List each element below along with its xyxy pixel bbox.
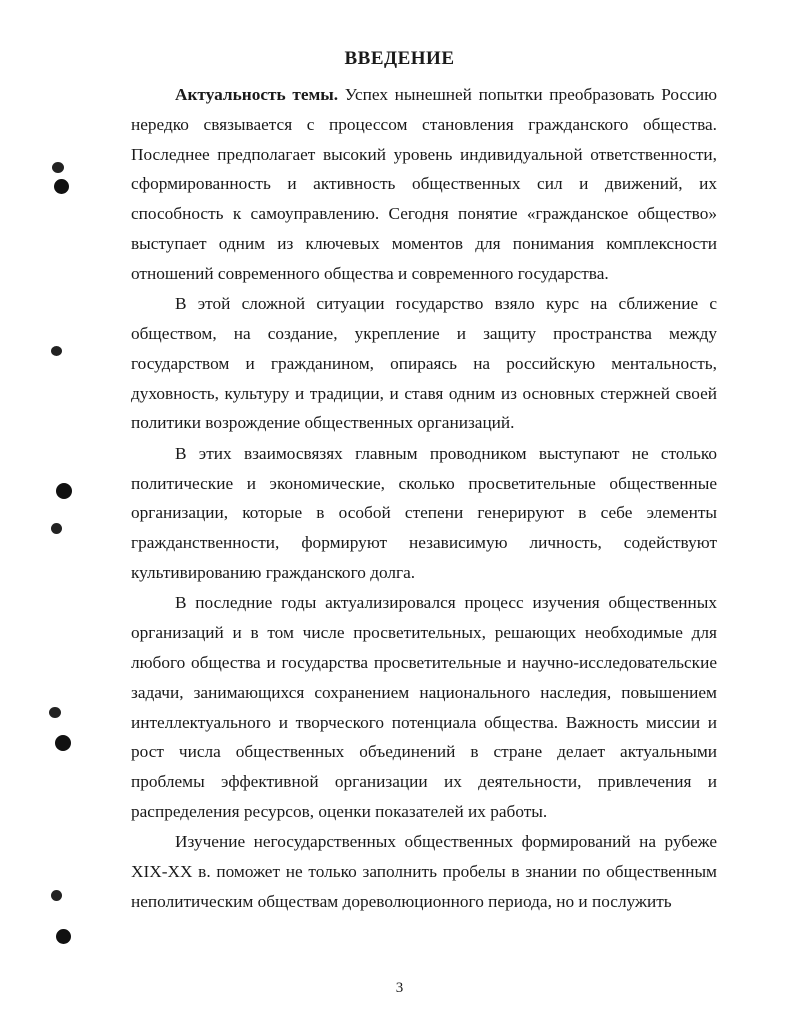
ink-spot: [51, 523, 62, 534]
paragraph-5: Изучение негосударственных общественных формирований на рубеже XIX-XX в. поможет не только заполнить пробелы в знании по общественным неполитическим обществам дореволюционного периода, но и послужить: [131, 832, 717, 911]
punch-hole: [56, 483, 72, 499]
paragraph-text: Успех нынешней попытки преобразовать Россию нередко связывается с процессом становления гражданского общества. Последнее предполагает высокий уровень индивидуальной ответственности, сформированность и активность общественных сил и движений, их способность к самоуправлению. Сегодня понятие «гражданское общество» выступает одним из ключевых моментов для понимания комплексности отношений современного общества и современного государства.: [131, 85, 717, 283]
paragraph-3: В этих взаимосвязях главным проводником выступают не столько политические и экономические, сколько просветительные общественные организации, которые в особой степени генерируют в себе элементы гражданственности, формируют независимую личность, содействуют культивированию гражданского долга.: [131, 443, 717, 582]
ink-spot: [52, 162, 64, 173]
punch-hole: [56, 929, 71, 944]
ink-spot: [51, 346, 62, 356]
paragraph-1: [131, 80, 717, 289]
paragraph-lead: Актуальность темы.: [175, 85, 339, 104]
paragraph-4: В последние годы актуализировался процесс изучения общественных организаций и в том числе просветительных, решающих необходимые для любого общества и государства просветительные и научно-исследовательские задачи, занимающихся сохранением национального наследия, повышением интеллектуального и творческого потенциала общества. Важность миссии и рост числа общественных объединений в стране делает актуальными проблемы эффективной организации их деятельности, привлечения и распределения ресурсов, оценки показателей их работы.: [131, 593, 717, 821]
document-title: ВВЕДЕНИЕ: [344, 48, 455, 69]
paragraph-2: В этой сложной ситуации государство взяло курс на сближение с обществом, на создание, укрепление и защиту пространства между государством и гражданином, опираясь на российскую ментальность, духовность, культуру и традиции, и ставя одним из основных стержней своей политики возрождение общественных организаций.: [131, 294, 717, 433]
ink-spot: [49, 707, 61, 718]
punch-hole: [55, 735, 71, 751]
ink-spot: [51, 890, 62, 901]
body-text: [131, 80, 717, 917]
page-number: 3: [395, 980, 404, 996]
punch-hole: [54, 179, 69, 194]
